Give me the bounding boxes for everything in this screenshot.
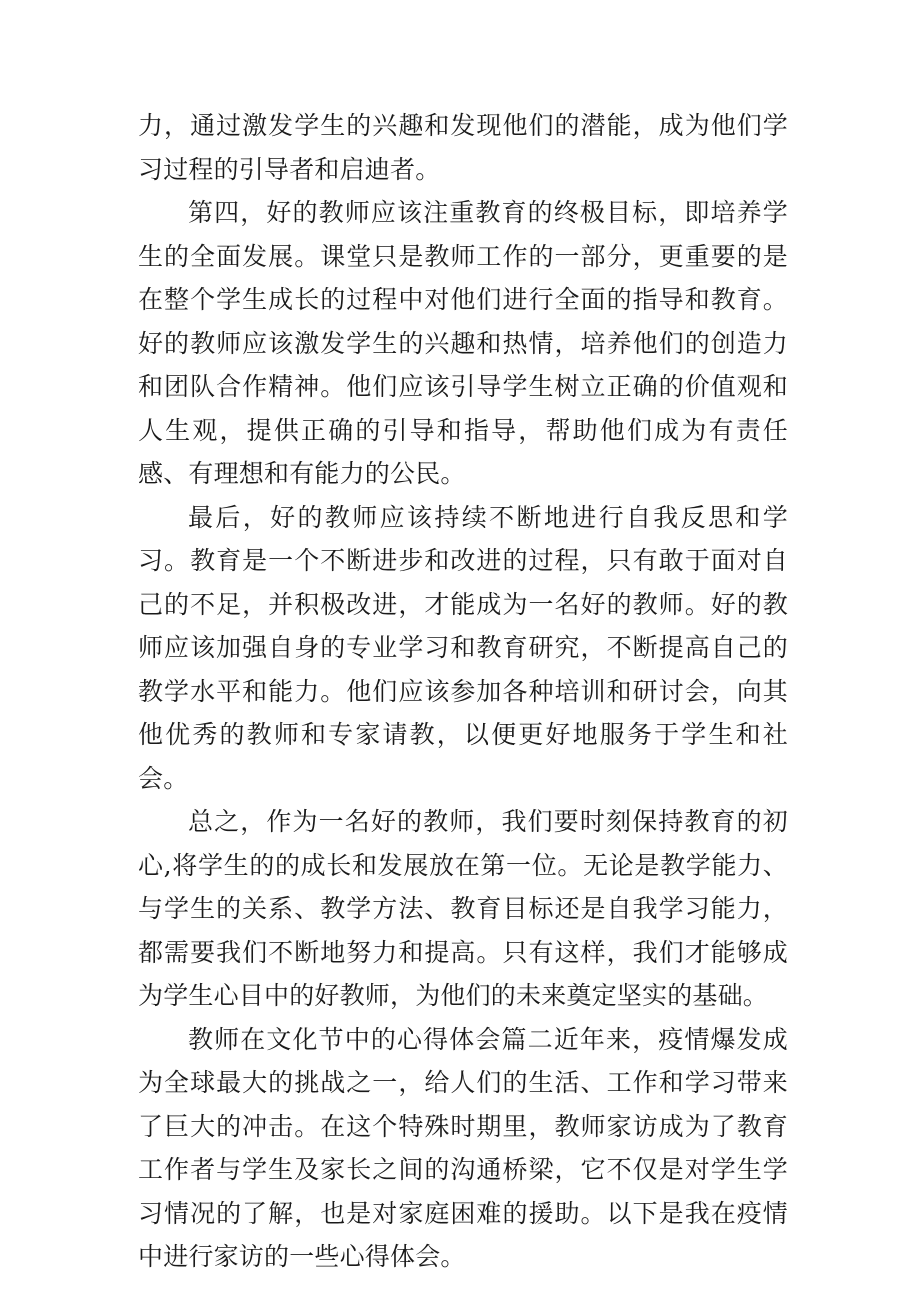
paragraph-continuation: 力，通过激发学生的兴趣和发现他们的潜能，成为他们学习过程的引导者和启迪者。 [138,111,788,184]
paragraph-part-two: 教师在文化节中的心得体会篇二近年来，疫情爆发成为全球最大的挑战之一，给人们的生活、工作和学习带来了巨大的冲击。在这个特殊时期里，教师家访成为了教育工作者与学生及家长之间的沟通桥梁，它不仅是对学生学习情况的了解，也是对家庭困难的援助。以下是我在疫情中进行家访的一些心得体会。 [138,1024,788,1271]
document-body [138,104,788,1279]
paragraph-finally: 最后，好的教师应该持续不断地进行自我反思和学习。教育是一个不断进步和改进的过程，只有敢于面对自己的不足，并积极改进，才能成为一名好的教师。好的教师应该加强自身的专业学习和教育研究，不断提高自己的教学水平和能力。他们应该参加各种培训和研讨会，向其他优秀的教师和专家请教，以便更好地服务于学生和社会。 [138,502,788,793]
paragraph-fourth-point: 第四，好的教师应该注重教育的终极目标，即培养学生的全面发展。课堂只是教师工作的一部分，更重要的是在整个学生成长的过程中对他们进行全面的指导和教育。好的教师应该激发学生的兴趣和热情，培养他们的创造力和团队合作精神。他们应该引导学生树立正确的价值观和人生观，提供正确的引导和指导，帮助他们成为有责任感、有理想和有能力的公民。 [138,198,788,488]
paragraph-conclusion: 总之，作为一名好的教师，我们要时刻保持教育的初心,将学生的的成长和发展放在第一位。无论是教学能力、与学生的关系、教学方法、教育目标还是自我学习能力，都需要我们不断地努力和提高。只有这样，我们才能够成为学生心目中的好教师，为他们的未来奠定坚实的基础。 [138,807,788,1010]
